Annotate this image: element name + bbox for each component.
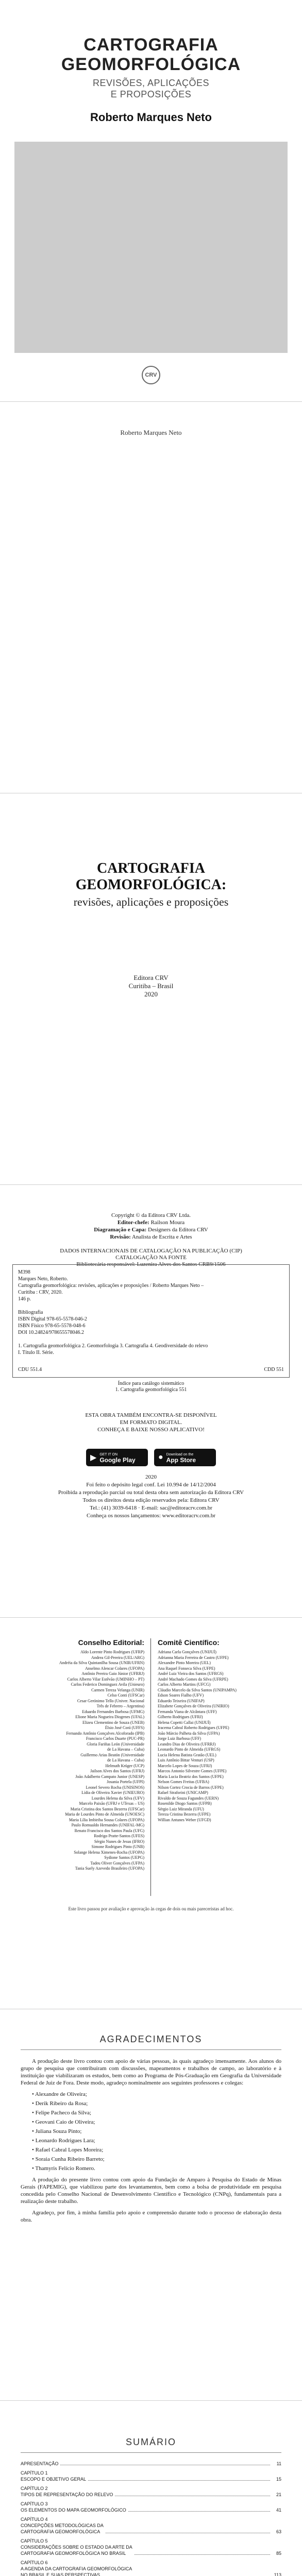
digital-notice-2: EM FORMATO DIGITAL. [120, 1419, 182, 1426]
acknowledgments-body [21, 2058, 281, 2228]
editorial-council-page [0, 1618, 302, 2009]
council-member: Sydione Santos (UEPG) [104, 1855, 144, 1860]
council-member: Três de Febrero – Argentina) [96, 1704, 144, 1708]
comite-cientifico-list [158, 1650, 287, 1823]
cip-cdu: CDU 551.4 [18, 1367, 42, 1372]
council-member: Fernando Antônio Gonçalves Alcoforado (IPB) [66, 1731, 144, 1736]
cover-title-block [0, 35, 302, 100]
cip-line: M398 [18, 1269, 30, 1275]
council-member: Leonel Severo Rocha (UNISINOS) [86, 1785, 144, 1790]
app-store-small: Download on the [166, 1453, 194, 1456]
council-member: Andrea Gil-Pereira (UEL/ARG) [91, 1655, 144, 1660]
summary-title: SUMÁRIO [125, 2437, 176, 2447]
acknowledged-name: • Soraia Cunha Ribeiro Barreto; [32, 2156, 281, 2163]
cip-line [18, 1336, 284, 1343]
committee-member: Leonardo Pinto de Almeida (UFRGS) [158, 1747, 221, 1752]
publication-year: 2020 [144, 990, 158, 998]
cover-subtitle-line2: E PROPOSIÇÕES [110, 89, 192, 99]
council-member: João Adalberto Campato Junior (UNESP) [75, 1774, 144, 1779]
committee-member: Rosenilde Diogo Santos (UFPB) [158, 1801, 212, 1806]
cip-index-title: Índice para catálogo sistemático [118, 1381, 184, 1386]
footer-website: Conheça os nossos lançamentos: www.editoracrv.com.br [87, 1513, 215, 1519]
committee-member: Jorge Luiz Barbosa (UFF) [158, 1736, 202, 1741]
committee-member: Rafael Straforini (UNICAMP) [158, 1790, 208, 1795]
half-title-author: Roberto Marques Neto [120, 429, 182, 436]
council-member: Tadeu Oliver Gonçalves (UFPA) [90, 1860, 144, 1866]
council-member: Sérgio Nunes de Jesus (IFRO) [94, 1839, 144, 1844]
conselho-editorial-column [15, 1638, 144, 1872]
acknowledgments-page [0, 2009, 302, 2401]
committee-member: Marcos Antonio Silvestre Gomes (UFPE) [158, 1769, 227, 1773]
cip-cdd: CDD 551 [264, 1367, 284, 1372]
acknowledged-name: • Alexandre de Oliveira; [32, 2091, 281, 2098]
committee-member: Cláudio Marcelo da Silva Santos (UNIPAMPA) [158, 1687, 237, 1692]
cover-subtitle-line1: REVISÕES, APLICAÇÕES [92, 78, 210, 88]
council-member: Francisco Carlos Duarte (PUC-PR) [86, 1736, 144, 1741]
comite-cientifico-column [158, 1638, 287, 1823]
cip-line [18, 1302, 284, 1309]
title-publisher-block [0, 974, 302, 998]
peer-review-note: Este livro passou por avaliação e aprovação às cegas de dois ou mais pareceristas ad hoc. [68, 1906, 234, 1911]
footer-legal-deposit: Foi feito o depósito legal conf. Lei 10.994 de 14/12/2004 [86, 1482, 216, 1488]
council-member: Jailson Alves dos Santos (UFRJ) [90, 1769, 144, 1773]
committee-member: Gilberto Rodrigues (UFRJ) [158, 1715, 203, 1719]
committee-member: Nilson Cortez Crocia de Barros (UFPE) [158, 1785, 224, 1790]
cip-line: ISBN Digital 978-65-5578-046-2 [18, 1316, 87, 1322]
cip-heading-2: CATALOGAÇÃO NA FONTE [115, 1255, 187, 1261]
council-member: Lídia de Oliveira Xavier (UNIEURO) [81, 1790, 144, 1795]
book-subtitle: revisões, aplicações e proposições [73, 895, 229, 908]
summary-leader-dots [88, 2480, 270, 2481]
council-member: Paulo Romualdo Hernandes (UNIFAL-MG) [71, 1823, 144, 1827]
council-member: Carlos Federico Dominguez Avila (Unieuro) [71, 1682, 144, 1687]
footer-contact: Tel.: (41) 3039-6418 · E-mail: sac@editoracrv.com.br [90, 1505, 212, 1511]
committee-member: João Márcio Palheta da Silva (UFPA) [158, 1731, 220, 1736]
council-member: Gloria Fariñas León (Universidade [87, 1741, 144, 1747]
footer-year: 2020 [145, 1474, 157, 1480]
footer-reproduction: Proibida a reprodução parcial ou total desta obra sem autorização da Editora CRV [58, 1489, 244, 1496]
cip-line: ISBN Físico 978-65-5578-048-6 [18, 1323, 86, 1329]
cip-lines [18, 1269, 284, 1356]
cover-page [0, 0, 302, 402]
committee-member: Fernanda Viana de Alcântara (UFF) [158, 1709, 217, 1714]
summary-entry[interactable] [21, 2560, 281, 2576]
digital-notice-1: ESTA OBRA TAMBÉM ENCONTRA-SE DISPONÍVEL [85, 1412, 217, 1418]
summary-entry-page: 113 [274, 2572, 281, 2576]
acknowledgments-rule [21, 2049, 281, 2050]
book-title: CARTOGRAFIA GEOMORFOLÓGICA: [75, 860, 227, 893]
summary-entry-label: CAPÍTULO 1 ESCOPO E OBJETIVO GERAL [21, 2470, 87, 2482]
title-page [0, 793, 302, 1185]
editor-line: Editor-chefe: Railson Moura [117, 1219, 185, 1226]
acknowledged-name: • Juliana Souza Pinto; [32, 2128, 281, 2135]
council-member: Maria Cristina dos Santos Bezerra (UFSCar) [70, 1806, 144, 1811]
committee-member: André Luiz Vieira dos Santos (UFRGS) [158, 1671, 224, 1676]
council-member: Élsio José Corá (UFFS) [105, 1725, 144, 1730]
summary-entry[interactable] [21, 2461, 281, 2467]
committee-member: Edson Soares Fialho (UFV) [158, 1693, 204, 1698]
committee-member: Luis Antônio Bittar Venturi (USP) [158, 1758, 214, 1762]
summary-entry[interactable] [21, 2485, 281, 2498]
council-divider [150, 1638, 151, 1896]
committee-member: Adrianna Maria Ferreira de Castro (UFPE) [158, 1655, 229, 1660]
committee-member: Maria Lucia Beatriz dos Santos (UFPE) [158, 1774, 224, 1779]
council-member: Maria Lília Imbiriba Sousa Colares (UFOPA) [69, 1817, 144, 1822]
council-member: Eduardo Fernandes Barbosa (UFMG) [82, 1709, 144, 1714]
summary-entry-label: CAPÍTULO 3 OS ELEMENTOS DO MAPA GEOMORFOLÓGICO [21, 2501, 126, 2513]
publisher-place: Curitiba – Brasil [128, 982, 174, 990]
committee-member: André Machado Gomes da Silva (UFRPE) [158, 1676, 228, 1682]
acknowledged-name: • Leonardo Rodrigues Lara; [32, 2137, 281, 2144]
cover-title-line2: GEOMORFOLÓGICA [61, 55, 241, 74]
summary-entry-page: 63 [276, 2529, 281, 2534]
conselho-editorial-heading: Conselho Editorial: [78, 1638, 144, 1647]
acknowledgments-title: AGRADECIMENTOS [99, 2034, 203, 2044]
app-store-badges [0, 1449, 302, 1466]
committee-member: Iracema Cabral Roberto Rodrigues (UFPE) [158, 1725, 229, 1730]
committee-member: Carlos Alberto Martins (UFCG) [158, 1682, 211, 1687]
cip-heading-1: DADOS INTERNACIONAIS DE CATALOGAÇÃO NA PUBLICAÇÃO (CIP) [60, 1248, 242, 1254]
summary-entry-page: 85 [276, 2551, 281, 2556]
acknowledgments-names [32, 2091, 281, 2172]
play-triangle-icon: ▶ [90, 1453, 97, 1462]
publisher-logo-icon: CRV [142, 366, 160, 384]
summary-entry[interactable] [21, 2538, 281, 2556]
committee-member: Adriana Carla Gonçalves (UNIJUÍ) [158, 1650, 216, 1654]
council-member: Andréia da Silva Quintanilha Sousa (UNIR/UFRN) [59, 1660, 144, 1665]
acknowledged-name: • Derik Ribeiro da Rosa; [32, 2100, 281, 2107]
summary-leader-dots [128, 2511, 270, 2512]
committee-member: Eduardo Teixeira (UNIFAP) [158, 1698, 205, 1703]
council-member: Carlos Alberto Vilar Estêvão (UMINHO – PT) [67, 1676, 144, 1682]
council-member: Marcelo Paixão (UFRJ e UTexas – US) [79, 1801, 144, 1806]
acknowledgments-para-1: A produção deste livro contou com apoio de várias pessoas, às quais agradeço imensamente. Aos alunos do grupo de pesquisa que contribuíram com discussões, mapeamentos e trabalhos de campo, ao laboratório e à instituição que viabilizaram os estudos, bem como ao Programa de Pós-Graduação em Geografia da Universidade Federal de Juiz de Fora. Deste modo, agradeço nominalmente aos seguintes professores e colegas: [21, 2058, 281, 2086]
committee-member: Tereza Cristina Bezerra (UFPE) [158, 1812, 211, 1817]
app-store-big: App Store [166, 1456, 196, 1464]
google-play-badge[interactable] [86, 1449, 148, 1466]
acknowledged-name: • Felipe Pacheco da Silva; [32, 2109, 281, 2116]
cip-record-box [12, 1264, 290, 1378]
committee-member: Marcelo Lopes de Souza (UFRJ) [158, 1763, 212, 1768]
acknowledged-name: • Rafael Cabral Lopes Moreira; [32, 2146, 281, 2154]
council-member: Helmuth Krüger (UCP) [105, 1763, 144, 1768]
council-member: Elione Maria Nogueira Diogenes (UFAL) [75, 1715, 144, 1719]
comite-cientifico-heading: Comitê Científico: [158, 1638, 220, 1647]
council-member: Celso Conti (UFSCar) [107, 1693, 144, 1698]
council-member: Lourdes Helena da Silva (UFV) [91, 1795, 144, 1801]
council-member: Cesar Gerónimo Tello (Univer. Nacional [77, 1698, 144, 1703]
cip-line: Marques Neto, Roberto. [18, 1276, 68, 1282]
cip-line: Bibliografia [18, 1310, 43, 1315]
committee-member: Nelson Gomes Freitas (UFBA) [158, 1780, 209, 1784]
council-member: Josania Portela (UFPI) [107, 1780, 144, 1784]
cover-author-name: Roberto Marques Neto [90, 111, 212, 124]
summary-entry[interactable] [21, 2501, 281, 2513]
cip-line: I. Título II. Série. [18, 1350, 54, 1355]
review-line: Revisão: Analista de Escrita e Artes [110, 1234, 192, 1240]
committee-member: Rivaldo de Souza Fagundes (UERN) [158, 1795, 219, 1801]
footer-rights: Todos os direitos desta edição reservados pela: Editora CRV [82, 1497, 220, 1503]
apple-icon: ● [158, 1453, 163, 1462]
council-member: Guillermo Arias Beatón (Universidade [80, 1752, 144, 1757]
summary-entry-label: APRESENTAÇÃO [21, 2461, 59, 2466]
summary-entry-page: 11 [276, 2461, 281, 2466]
summary-entry-label: CAPÍTULO 5 CONSIDERAÇÕES SOBRE O ESTADO DA ARTE DA CARTOGRAFIA GEOMORFOLÓGICA NO BRASIL [21, 2538, 132, 2556]
council-member: Solange Helena Ximenes-Rocha (UFOPA) [74, 1850, 144, 1855]
cip-line: Cartografia geomorfológica: revisões, aplicações e proposições / Roberto Marques Neto – [18, 1283, 204, 1289]
council-member: Tania Suely Azevedo Brasileiro (UFOPA) [75, 1866, 144, 1871]
council-member: Antônio Pereira Gaio Júnior (UFRRJ) [81, 1671, 144, 1676]
digital-notice-3: CONHEÇA E BAIXE NOSSO APLICATIVO! [97, 1427, 205, 1433]
cover-image-band [14, 142, 288, 353]
google-play-big: Google Play [99, 1456, 136, 1464]
summary-entry-page: 21 [276, 2492, 281, 2497]
cip-index [0, 1381, 302, 1393]
acknowledged-name: • Thamyris Felício Romero. [32, 2165, 281, 2172]
copyright-page [0, 1185, 302, 1618]
summary-entry[interactable] [21, 2470, 281, 2482]
copyright-footer [0, 1473, 302, 1520]
acknowledgments-para-2: A produção do presente livro contou com apoio da Fundação de Amparo à Pesquisa do Estado de Minas Gerais (FAPEMIG), que viabilizou parte dos levantamentos, bem como a bolsa de produtividade em pesquisa concedida pelo Conselho Nacional de Desenvolvimento Científico e Tecnológico (CNPq), fundamentais para a realização deste trabalho. [21, 2177, 281, 2205]
summary-entry-label: CAPÍTULO 2 TIPOS DE REPRESENTAÇÃO DO RELEVO [21, 2486, 113, 2497]
committee-member: Willian Antunes Weber (UFGD) [158, 1817, 211, 1822]
cover-title-line1: CARTOGRAFIA [83, 35, 219, 55]
council-member: Anselmo Alencar Colares (UFOPA) [85, 1666, 144, 1671]
committee-member: Alexandre Pinto Moreira (UEL) [158, 1660, 211, 1665]
summary-entry-label: CAPÍTULO 6 A AGENDA DA CARTOGRAFIA GEOMORFOLÓGICA NO BRASIL E SUAS PERSPECTIVAS [21, 2560, 132, 2576]
council-member: de La Havana – Cuba) [107, 1758, 144, 1762]
app-store-badge[interactable] [154, 1449, 216, 1466]
summary-entry-page: 41 [276, 2507, 281, 2513]
committee-member: Leandro Dias de Oliveira (UFRRJ) [158, 1741, 216, 1747]
summary-leader-dots [135, 2554, 270, 2555]
publisher-name: Editora CRV [133, 974, 169, 981]
summary-entry-page: 15 [276, 2477, 281, 2482]
council-member: de La Havana – Cuba) [107, 1747, 144, 1752]
council-member: Simone Rodrigues Pinto (UNB) [91, 1844, 144, 1849]
council-member: Elizeu Clementino de Souza (UNEB) [82, 1720, 144, 1725]
copyright-line: Copyright © da Editora CRV Ltda. [111, 1212, 191, 1218]
cip-line: 1. Cartografia geomorfológica 2. Geomorfologia 3. Cartografia 4. Geodiversidade do relevo [18, 1343, 208, 1349]
conselho-editorial-list [15, 1650, 144, 1872]
summary-list [21, 2461, 281, 2576]
cip-line: DOI 10.24824/978655578046.2 [18, 1330, 85, 1335]
cip-line: 146 p. [18, 1296, 31, 1302]
copyright-credits [0, 1212, 302, 1241]
committee-member: Sérgio Luiz Miranda (UFU) [158, 1806, 204, 1811]
council-member: Maria de Lourdes Pinto de Almeida (UNOESC) [65, 1812, 144, 1817]
cover-author [14, 111, 288, 124]
council-member: Aldo Lorente Pinto Rodrigues (UFRP) [80, 1650, 144, 1654]
google-play-small: GET IT ON [99, 1453, 118, 1456]
acknowledgments-para-3: Agradeço, por fim, à minha família pelo apoio e compreensão durante todo o processo de elaboração desta obra. [21, 2210, 281, 2223]
summary-page [0, 2401, 302, 2576]
cip-index-entry: 1. Cartografia geomorfológica 551 [115, 1387, 187, 1393]
title-block [21, 860, 281, 909]
acknowledged-name: • Geovani Caio de Oliveira; [32, 2119, 281, 2126]
design-line: Diagramação e Capa: Designers da Editora CRV [94, 1227, 208, 1233]
summary-rule [21, 2452, 281, 2453]
half-title-page [0, 402, 302, 793]
digital-format-notice [0, 1412, 302, 1433]
committee-member: Helena Copetti Callai (UNIJUÍ) [158, 1720, 211, 1725]
council-member: Renato Francisco dos Santos Paula (UFG) [74, 1828, 144, 1833]
council-member: Carmen Tereza Velanga (UNIR) [91, 1687, 144, 1692]
summary-entry[interactable] [21, 2516, 281, 2535]
council-member: Rodrigo Pratte-Santos (UFES) [94, 1834, 144, 1838]
committee-member: Ana Raquel Fonseca Silva (UFPE) [158, 1666, 215, 1671]
cip-heading-3: Bibliotecária responsável: Luzenira Alves dos Santos CRB9/1506 [76, 1261, 226, 1267]
summary-entry-label: CAPÍTULO 4 CONCEPÇÕES METODOLÓGICAS DA CARTOGRAFIA GEOMORFOLÓGICA [21, 2517, 104, 2534]
cip-line: Curitiba : CRV, 2020. [18, 1290, 63, 1295]
committee-member: Lucia Helena Batista Gratão (UEL) [158, 1752, 216, 1757]
committee-member: Elizabete Gonçalves de Oliveira (UNIRIO) [158, 1704, 229, 1708]
